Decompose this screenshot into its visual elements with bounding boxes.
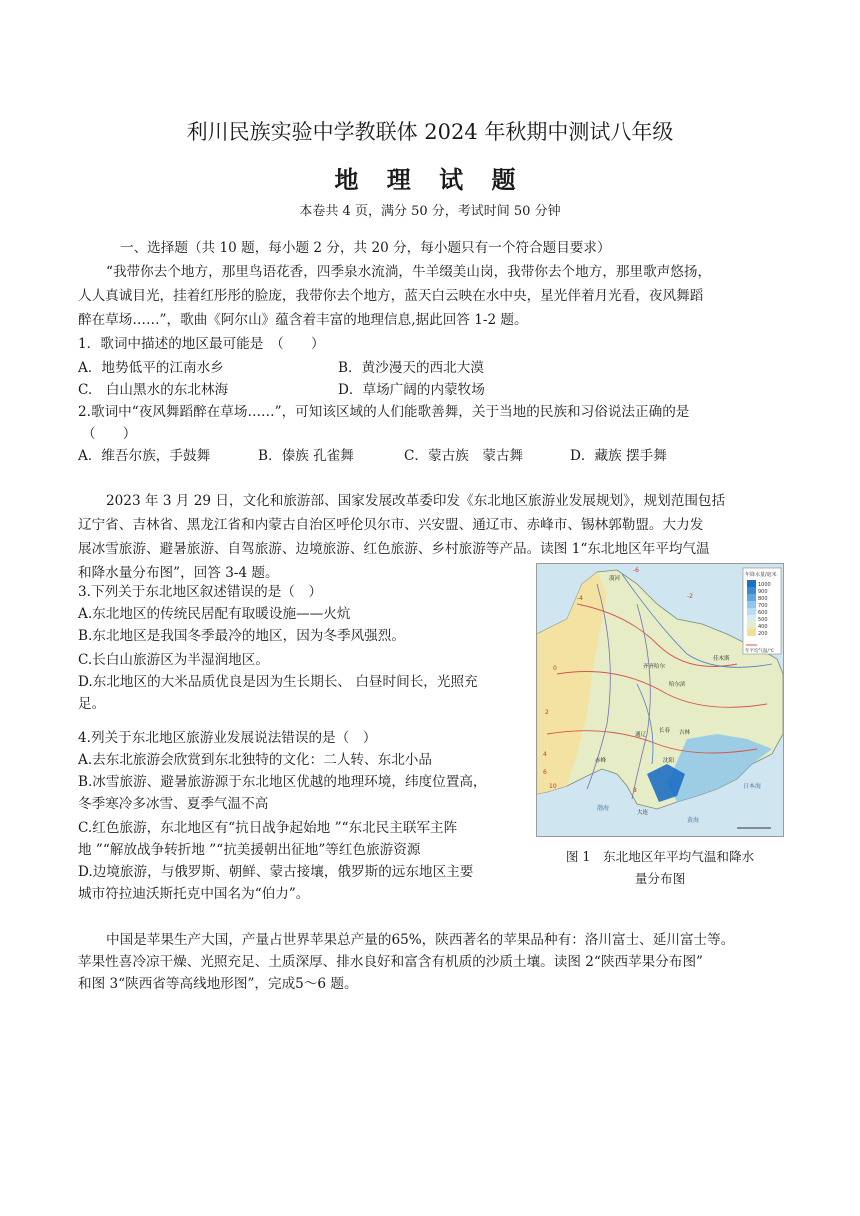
- sea-label: 渤海: [597, 805, 610, 812]
- q4-option-b: B.冰雪旅游、避暑旅游源于东北地区优越的地理环境，纬度位置高，: [78, 774, 487, 790]
- city-label: 吉林: [679, 730, 691, 736]
- isotherm-value: -6: [633, 567, 639, 574]
- legend-value: 1000: [758, 582, 771, 588]
- legend-swatches: [746, 580, 757, 645]
- passage2-line: 和降水量分布图”，回答 3-4 题。: [78, 565, 279, 581]
- passage2-line: 展冰雪旅游、避暑旅游、自驾旅游、边境旅游、红色旅游、乡村旅游等产品。读图 1“东北地区年平均气温: [78, 541, 710, 557]
- q2-option-a: A．维吾尔族，手鼓舞: [78, 448, 211, 464]
- q4-option-d-cont: 城市符拉迪沃斯托克中国名为“伯力”。: [78, 886, 310, 902]
- city-label: 哈尔滨: [669, 682, 686, 688]
- passage-line: “我带你去个地方，那里鸟语花香，四季泉水流淌，牛羊缀美山岗，我带你去个地方，那里歌声悠扬，: [106, 264, 712, 280]
- legend-value: 600: [758, 610, 768, 616]
- question-3-stem: 3.下列关于东北地区叙述错误的是（ ）: [78, 584, 323, 600]
- exam-info: 本卷共 4 页，满分 50 分，考试时间 50 分钟: [299, 204, 561, 219]
- isotherm-value: -2: [687, 593, 693, 600]
- legend-value: 900: [758, 589, 768, 595]
- legend-value: 800: [758, 596, 768, 602]
- passage2-line: 2023 年 3 月 29 日，文化和旅游部、国家发展改革委印发《东北地区旅游业发展规划》，规划范围包括: [106, 493, 726, 509]
- question-2-stem-cont: （ ）: [82, 426, 137, 442]
- passage-line: 醉在草场……”，歌曲《阿尔山》蕴含着丰富的地理信息,据此回答 1-2 题。: [78, 312, 528, 328]
- q4-option-a: A.去东北旅游会欣赏到东北独特的文化：二人转、东北小品: [78, 752, 432, 768]
- question-2-stem: 2.歌词中“夜风舞蹈醉在草场……”，可知该区域的人们能歌善舞，关于当地的民族和习俗说法正确的是: [78, 404, 690, 420]
- legend-value: 500: [758, 617, 768, 623]
- q1-option-d: D．草场广阔的内蒙牧场: [338, 382, 485, 398]
- passage3-line: 中国是苹果生产大国，产量占世界苹果总产量的65%，陕西著名的苹果品种有：洛川富士、延川富士等。: [106, 932, 735, 948]
- legend-value: 700: [758, 603, 768, 609]
- q2-option-c: C．蒙古族 蒙古舞: [404, 448, 524, 464]
- sea-label: 黄海: [687, 817, 700, 824]
- q2-option-d: D．藏族 摆手舞: [570, 448, 667, 464]
- exam-title: 利川民族实验中学教联体 2024 年秋期中测试八年级: [186, 120, 674, 144]
- map-svg: [537, 564, 783, 836]
- q3-option-d-cont: 足。: [78, 696, 106, 712]
- passage3-line: 和图 3“陕西省等高线地形图”，完成5～6 题。: [78, 976, 358, 992]
- legend-value: 200: [758, 631, 768, 637]
- q3-option-a: A.东北地区的传统民居配有取暖设施——火炕: [78, 606, 351, 622]
- q4-option-d: D.边境旅游，与俄罗斯、朝鲜、蒙古接壤，俄罗斯的远东地区主要: [78, 864, 474, 880]
- q1-option-a: A．地势低平的江南水乡: [78, 360, 224, 376]
- q3-option-d: D.东北地区的大米品质优良是因为生长期长、 白昼时间长，光照充: [78, 674, 478, 690]
- isotherm-value: 4: [543, 751, 547, 758]
- isotherm-value: 10: [549, 783, 557, 790]
- q1-option-b: B．黄沙漫天的西北大漠: [338, 360, 484, 376]
- q2-option-b: B．傣族 孔雀舞: [258, 448, 354, 464]
- legend-title: 年降水量/毫米: [745, 572, 777, 578]
- isotherm-value: -4: [577, 595, 583, 602]
- sea-label: 日本海: [743, 783, 762, 790]
- city-label: 赤峰: [595, 758, 607, 764]
- passage2-line: 辽宁省、吉林省、黑龙江省和内蒙古自治区呼伦贝尔市、兴安盟、通辽市、赤峰市、锡林郭勒盟。大力发: [78, 517, 704, 533]
- legend-value: 400: [758, 624, 768, 630]
- q4-option-c-cont: 地 ”“解放战争转折地 ”“抗美援朝出征地”等红色旅游资源: [78, 842, 421, 858]
- passage3-line: 苹果性喜冷凉干燥、光照充足、土质深厚、排水良好和富含有机质的沙质土壤。读图 2“陕西苹果分布图”: [78, 954, 703, 970]
- section-heading: 一、选择题（共 10 题，每小题 2 分，共 20 分，每小题只有一个符合题目要求）: [120, 240, 611, 256]
- passage-line: 人人真诚目光，挂着红彤彤的脸庞，我带你去个地方，蓝天白云映在水中央，星光伴着月光看，夜风舞蹈: [78, 288, 704, 304]
- city-label: 沈阳: [663, 758, 675, 764]
- isotherm-value: 2: [545, 709, 549, 716]
- isotherm-value: 6: [543, 769, 547, 776]
- city-label: 齐齐哈尔: [643, 664, 666, 670]
- q1-option-c: C. 白山黑水的东北林海: [78, 382, 229, 398]
- q3-option-c: C.长白山旅游区为半湿润地区。: [78, 652, 269, 668]
- city-label: 大连: [637, 810, 649, 816]
- subject-title: 地 理 试 题: [334, 166, 526, 194]
- city-label: 漠河: [609, 576, 621, 582]
- q4-option-c: C.红色旅游，东北地区有“抗日战争起始地 ”“东北民主联军主阵: [78, 820, 458, 836]
- northeast-climate-map: [536, 563, 784, 837]
- q4-option-b-cont: 冬季寒冷多冰雪、夏季气温不高: [78, 796, 269, 812]
- figure-caption: 图 1 东北地区年平均气温和降水: [565, 849, 755, 864]
- isotherm-value: 0: [553, 665, 557, 672]
- city-label: 佳木斯: [713, 656, 730, 662]
- isotherm-value: 8: [633, 787, 637, 794]
- q3-option-b: B.东北地区是我国冬季最冷的地区，因为冬季风强烈。: [78, 628, 405, 644]
- city-label: 长春: [659, 728, 671, 734]
- legend-line-label: 年平均气温/℃: [745, 649, 775, 654]
- figure-caption-cont: 量分布图: [634, 871, 686, 886]
- question-1-stem: 1．歌词中描述的地区最可能是 （ ）: [78, 336, 325, 352]
- question-4-stem: 4.列关于东北地区旅游业发展说法错误的是（ ）: [78, 730, 377, 746]
- city-label: 通辽: [635, 732, 647, 738]
